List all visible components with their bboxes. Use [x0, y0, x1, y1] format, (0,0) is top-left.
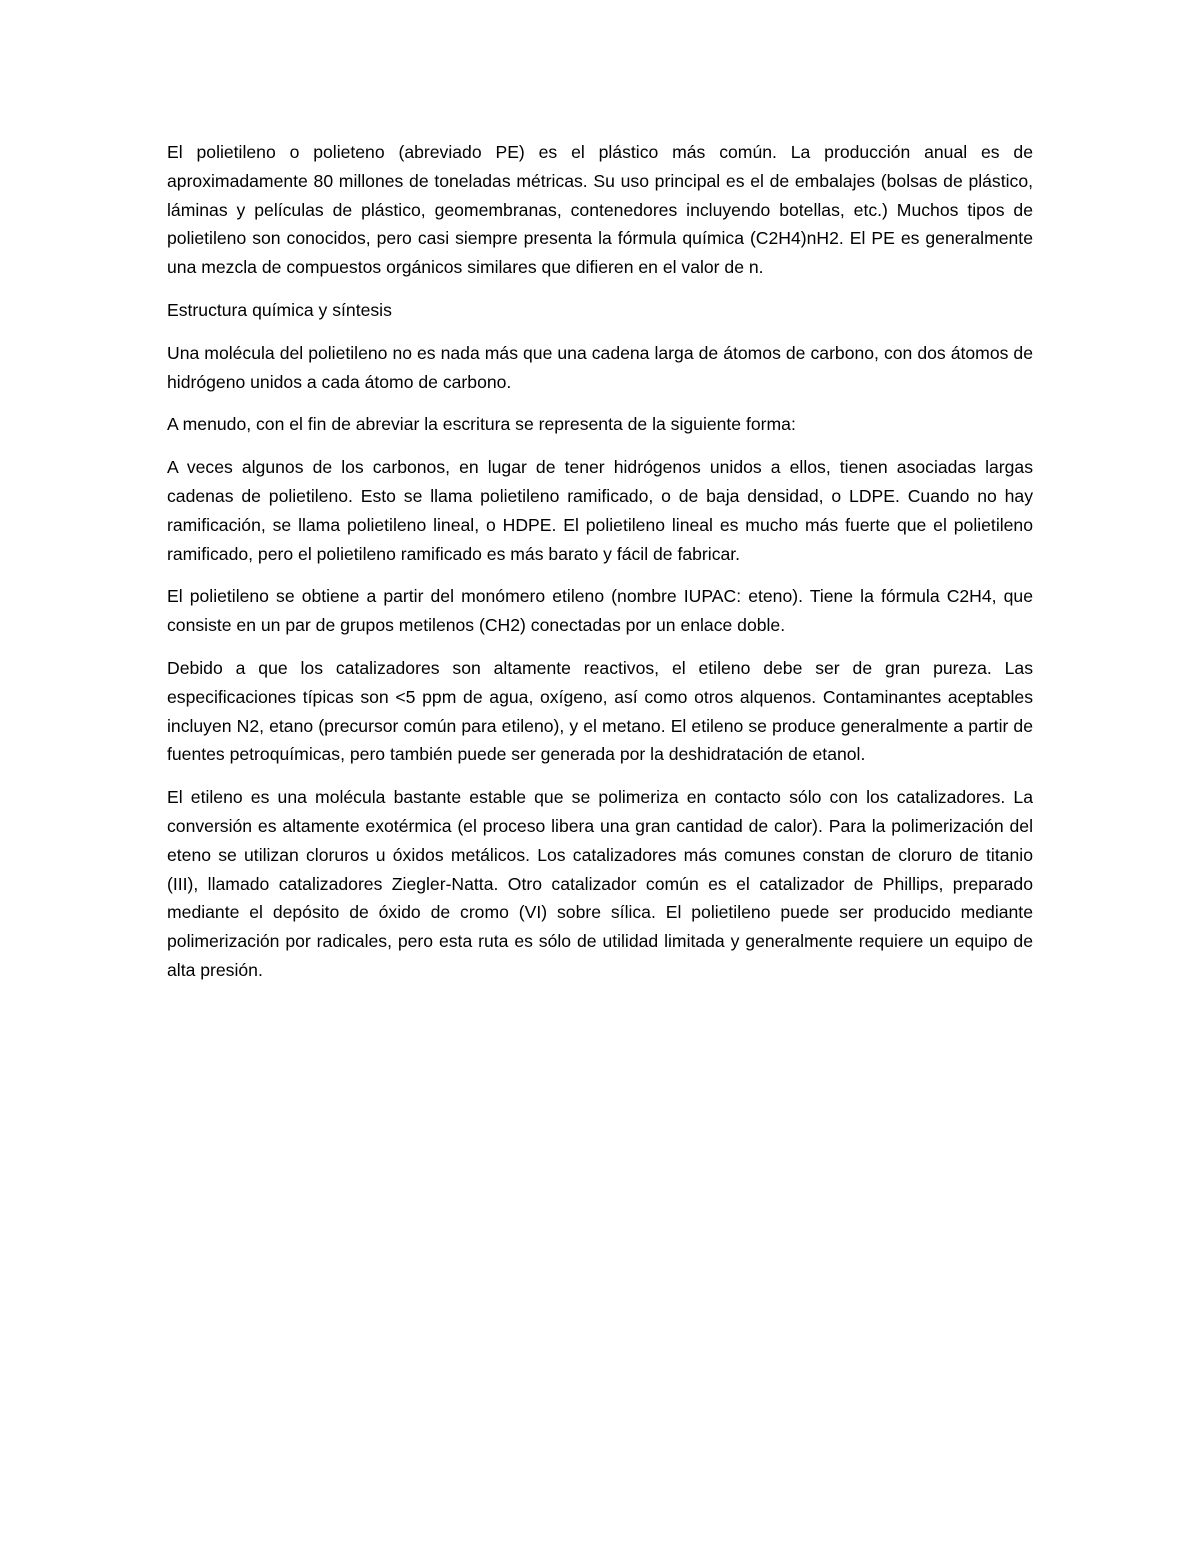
paragraph-catalizadores-pureza: Debido a que los catalizadores son altamente reactivos, el etileno debe ser de gran pureza. Las especificaciones típicas son <5 ppm de agua, oxígeno, así como otros alquenos. Contaminantes aceptables incluyen N2, etano (precursor común para etileno), y el metano. El etileno se produce generalmente a partir de fuentes petroquímicas, pero también puede ser generada por la deshidratación de etanol.: [167, 657, 1033, 765]
paragraph-intro: El polietileno o polieteno (abreviado PE) es el plástico más común. La producción anual es de aproximadamente 80 millones de toneladas métricas. Su uso principal es el de embalajes (bolsas de plástico, láminas y películas de plástico, geomembranas, contenedores incluyendo botellas, etc.) Muchos tipos de polietileno son conocidos, pero casi siempre presenta la fórmula química (C2H4)nH2. El PE es generalmente una mezcla de compuestos orgánicos similares que difieren en el valor de n.: [167, 142, 1033, 278]
paragraph-monomero: El polietileno se obtiene a partir del monómero etileno (nombre IUPAC: eteno). Tiene la fórmula C2H4, que consiste en un par de grupos metilenos (CH2) conectadas por un enlace doble.: [167, 586, 1033, 636]
document-body: [167, 138, 1033, 999]
paragraph-abreviar: A menudo, con el fin de abreviar la escritura se representa de la siguiente forma:: [167, 414, 796, 435]
paragraph-polimerizacion: El etileno es una molécula bastante estable que se polimeriza en contacto sólo con los catalizadores. La conversión es altamente exotérmica (el proceso libera una gran cantidad de calor). Para la polimerización del eteno se utilizan cloruros u óxidos metálicos. Los catalizadores más comunes constan de cloruro de titanio (III), llamado catalizadores Ziegler-Natta. Otro catalizador común es el catalizador de Phillips, preparado mediante el depósito de óxido de cromo (VI) sobre sílica. El polietileno puede ser producido mediante polimerización por radicales, pero esta ruta es sólo de utilidad limitada y generalmente requiere un equipo de alta presión.: [167, 787, 1033, 980]
section-heading-estructura: Estructura química y síntesis: [167, 299, 392, 320]
paragraph-ramificado: A veces algunos de los carbonos, en lugar de tener hidrógenos unidos a ellos, tienen asociadas largas cadenas de polietileno. Esto se llama polietileno ramificado, o de baja densidad, o LDPE. Cuando no hay ramificación, se llama polietileno lineal, o HDPE. El polietileno lineal es mucho más fuerte que el polietileno ramificado, pero el polietileno ramificado es más barato y fácil de fabricar.: [167, 457, 1033, 564]
paragraph-molecula: Una molécula del polietileno no es nada más que una cadena larga de átomos de carbono, con dos átomos de hidrógeno unidos a cada átomo de carbono.: [167, 342, 1033, 392]
